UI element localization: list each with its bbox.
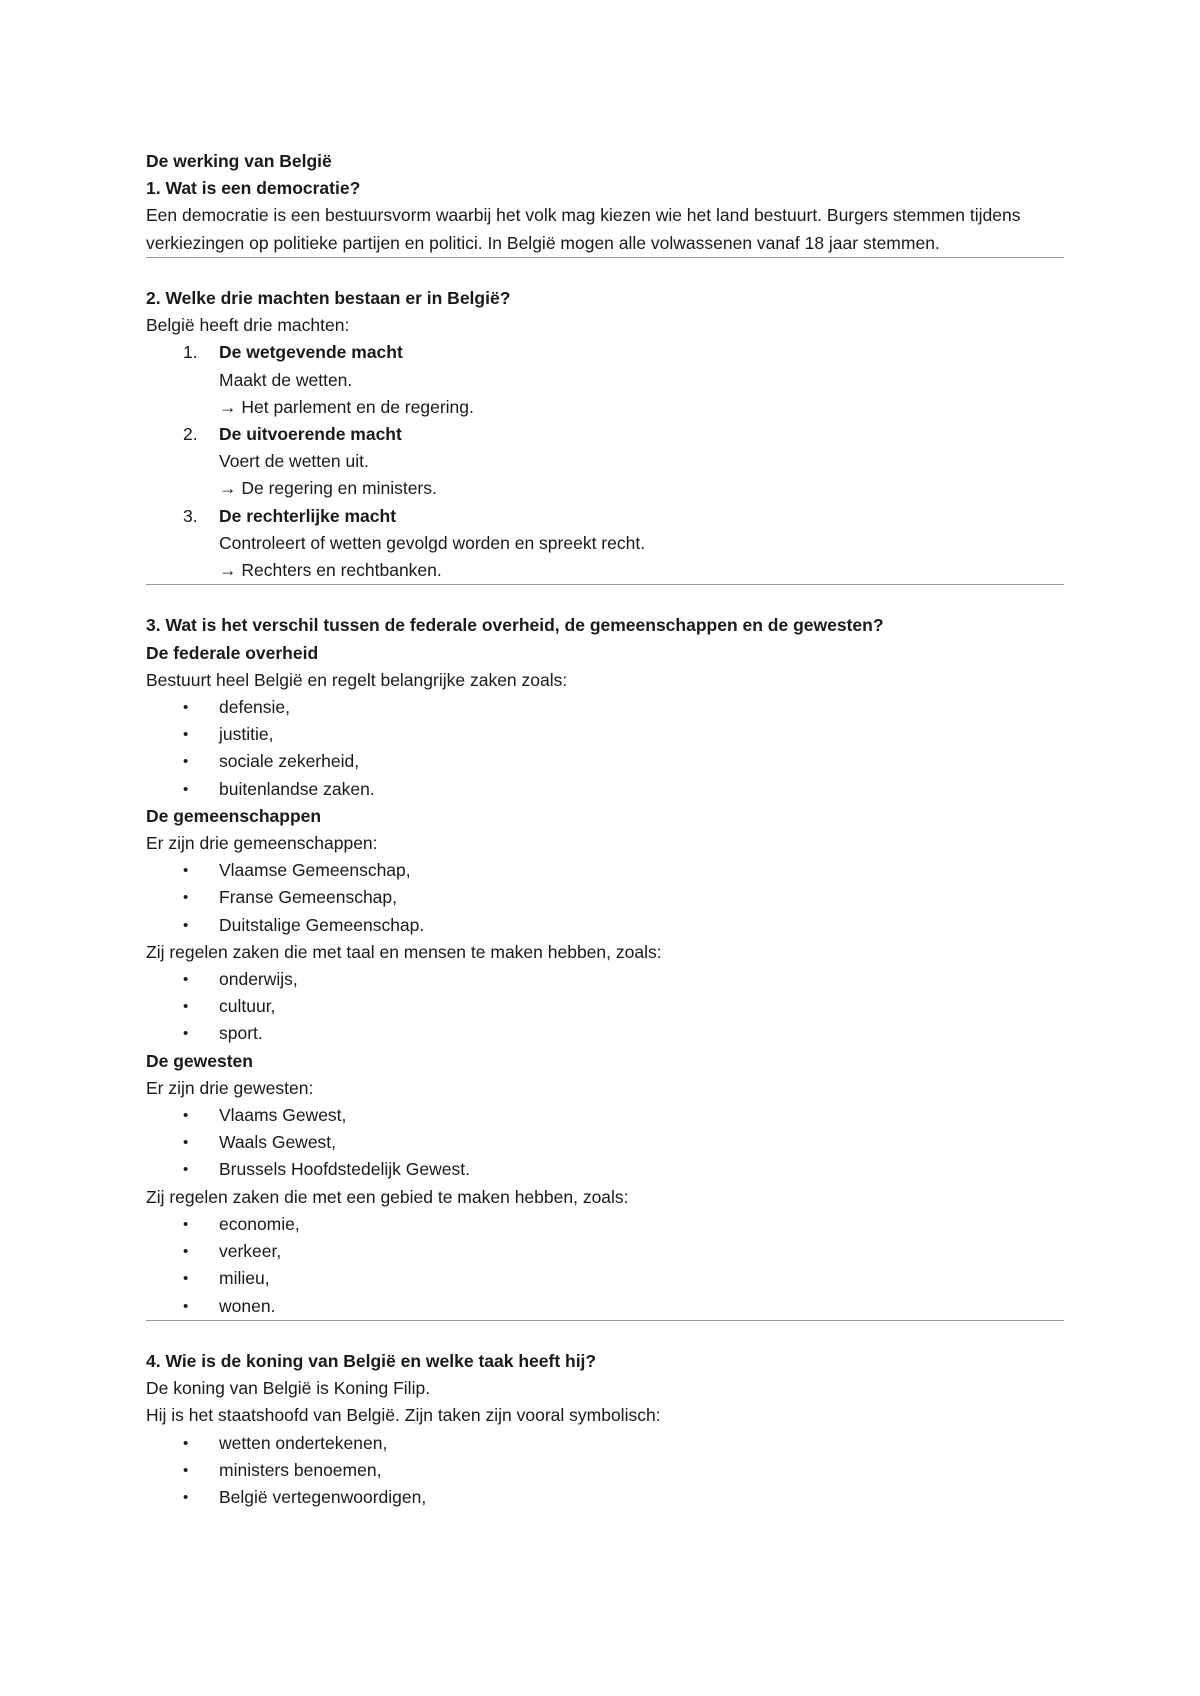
list-item: [146, 1211, 1064, 1238]
regions-list: [146, 1102, 1064, 1184]
power-description: Maakt de wetten.: [219, 369, 353, 390]
bullet-icon: •: [183, 1488, 189, 1506]
q3-heading: 3. Wat is het verschil tussen de federale overheid, de gemeenschappen en de gewesten?: [146, 615, 884, 636]
list-item: [146, 1102, 1064, 1129]
list-number: 3.: [183, 505, 198, 526]
list-item-text: onderwijs,: [219, 969, 298, 990]
list-item-text: justitie,: [219, 724, 274, 745]
communities-title: De gemeenschappen: [146, 805, 322, 826]
list-item: [146, 1430, 1064, 1457]
list-item: [146, 694, 1064, 721]
divider: [146, 257, 1064, 258]
list-item: [146, 503, 1064, 585]
list-item-text: economie,: [219, 1213, 300, 1234]
power-title: De uitvoerende macht: [219, 424, 402, 445]
powers-list: [146, 339, 1064, 584]
bullet-icon: •: [183, 1297, 189, 1315]
list-item-text: wetten ondertekenen,: [219, 1432, 388, 1453]
list-item: [146, 421, 1064, 503]
power-title: De rechterlijke macht: [219, 505, 397, 526]
power-who: → De regering en ministers.: [219, 478, 437, 499]
list-item: [146, 748, 1064, 775]
communities-list: [146, 857, 1064, 939]
king-tasks-list: [146, 1430, 1064, 1512]
divider: [146, 1320, 1064, 1321]
list-item: [146, 966, 1064, 993]
bullet-icon: •: [183, 1243, 189, 1261]
bullet-icon: •: [183, 862, 189, 880]
list-item: [146, 1129, 1064, 1156]
list-item: [146, 884, 1064, 911]
list-item-text: Franse Gemeenschap,: [219, 887, 398, 908]
q1-text: Een democratie is een bestuursvorm waarbij het volk mag kiezen wie het land bestuurt. Burgers stemmen tijdens verkiezingen op politieke partijen en politici. In België mogen alle volwassenen vanaf 18 jaar stemmen.: [146, 205, 1021, 253]
regions-title: De gewesten: [146, 1050, 253, 1071]
list-item-text: Vlaams Gewest,: [219, 1105, 347, 1126]
list-item: [146, 721, 1064, 748]
q4-heading: 4. Wie is de koning van België en welke taak heeft hij?: [146, 1350, 597, 1371]
list-item: [146, 339, 1064, 421]
q1-heading: 1. Wat is een democratie?: [146, 178, 361, 199]
bullet-icon: •: [183, 1215, 189, 1233]
bullet-icon: •: [183, 998, 189, 1016]
list-item: [146, 912, 1064, 939]
list-number: 2.: [183, 424, 198, 445]
list-item: [146, 776, 1064, 803]
list-item-text: verkeer,: [219, 1241, 282, 1262]
communities-intro: Er zijn drie gemeenschappen:: [146, 833, 378, 854]
list-item-text: sociale zekerheid,: [219, 751, 360, 772]
q4-line2: Hij is het staatshoofd van België. Zijn taken zijn vooral symbolisch:: [146, 1405, 661, 1426]
communities-intro2: Zij regelen zaken die met taal en mensen te maken hebben, zoals:: [146, 941, 662, 962]
bullet-icon: •: [183, 1434, 189, 1452]
power-who: → Rechters en rechtbanken.: [219, 560, 442, 581]
document-page: [146, 148, 1064, 1511]
list-item: [146, 993, 1064, 1020]
list-item: [146, 1020, 1064, 1047]
list-item-text: defensie,: [219, 697, 291, 718]
bullet-icon: •: [183, 1107, 189, 1125]
federal-intro: Bestuurt heel België en regelt belangrijke zaken zoals:: [146, 669, 568, 690]
list-item: [146, 857, 1064, 884]
regions-intro: Er zijn drie gewesten:: [146, 1077, 314, 1098]
list-item: [146, 1156, 1064, 1183]
bullet-icon: •: [183, 699, 189, 717]
bullet-icon: •: [183, 1161, 189, 1179]
power-title: De wetgevende macht: [219, 342, 403, 363]
regions-intro2: Zij regelen zaken die met een gebied te maken hebben, zoals:: [146, 1186, 629, 1207]
bullet-icon: •: [183, 1025, 189, 1043]
list-item-text: buitenlandse zaken.: [219, 778, 375, 799]
bullet-icon: •: [183, 889, 189, 907]
federal-list: [146, 694, 1064, 803]
bullet-icon: •: [183, 1134, 189, 1152]
list-item: [146, 1238, 1064, 1265]
bullet-icon: •: [183, 753, 189, 771]
list-item: [146, 1265, 1064, 1292]
communities-tasks-list: [146, 966, 1064, 1048]
power-who: → Het parlement en de regering.: [219, 396, 474, 417]
bullet-icon: •: [183, 971, 189, 989]
list-item: [146, 1484, 1064, 1511]
bullet-icon: •: [183, 726, 189, 744]
q2-intro: België heeft drie machten:: [146, 315, 350, 336]
list-item-text: Waals Gewest,: [219, 1132, 337, 1153]
q4-line1: De koning van België is Koning Filip.: [146, 1378, 431, 1399]
list-item-text: wonen.: [219, 1295, 276, 1316]
list-item-text: milieu,: [219, 1268, 270, 1289]
divider: [146, 584, 1064, 585]
list-number: 1.: [183, 342, 198, 363]
list-item-text: Duitstalige Gemeenschap.: [219, 914, 425, 935]
list-item-text: ministers benoemen,: [219, 1459, 382, 1480]
bullet-icon: •: [183, 916, 189, 934]
federal-title: De federale overheid: [146, 642, 319, 663]
power-description: Controleert of wetten gevolgd worden en spreekt recht.: [219, 532, 646, 553]
regions-tasks-list: [146, 1211, 1064, 1320]
list-item: [146, 1457, 1064, 1484]
bullet-icon: •: [183, 1270, 189, 1288]
list-item-text: België vertegenwoordigen,: [219, 1486, 427, 1507]
bullet-icon: •: [183, 1461, 189, 1479]
q2-heading: 2. Welke drie machten bestaan er in België?: [146, 288, 511, 308]
list-item-text: sport.: [219, 1023, 263, 1044]
document-title: De werking van België: [146, 151, 332, 171]
list-item: [146, 1293, 1064, 1320]
list-item-text: Brussels Hoofdstedelijk Gewest.: [219, 1159, 470, 1180]
bullet-icon: •: [183, 780, 189, 798]
list-item-text: cultuur,: [219, 996, 276, 1017]
power-description: Voert de wetten uit.: [219, 451, 369, 472]
list-item-text: Vlaamse Gemeenschap,: [219, 860, 411, 881]
